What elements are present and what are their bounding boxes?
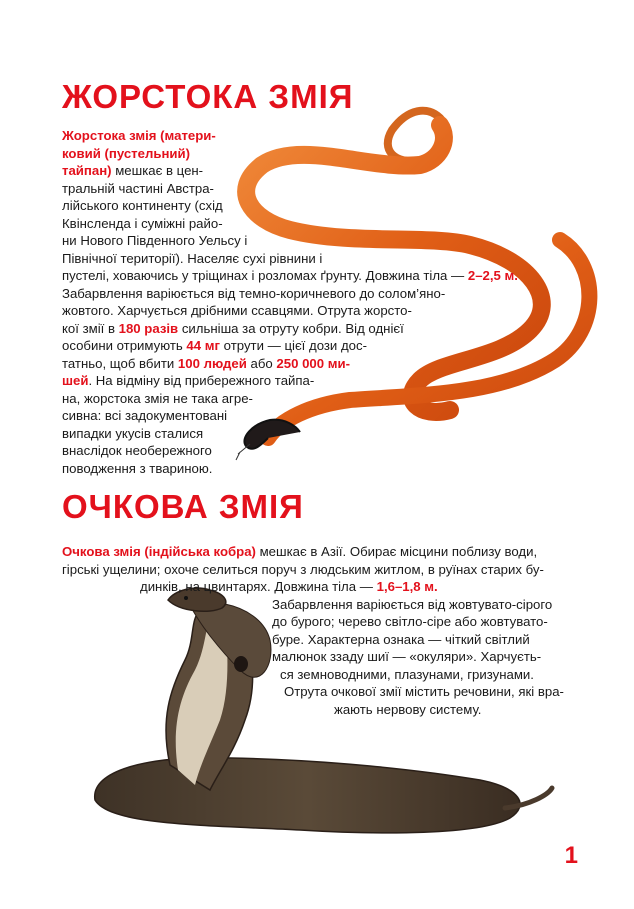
text-run: до бурого; черево світло-сіре або жовтувато-	[272, 614, 548, 629]
text-line	[62, 578, 582, 596]
text-line	[62, 561, 582, 579]
highlighted-text: ковий (пустельний)	[62, 145, 191, 161]
text-run: або	[246, 355, 277, 371]
text-line	[62, 180, 518, 198]
text-run: мешкає в цен-	[111, 163, 204, 178]
text-line	[62, 162, 518, 180]
text-run: сивна: всі задокументовані	[62, 408, 228, 423]
text-run: особини отримують	[62, 338, 187, 353]
text-run: пустелі, ховаючись у тріщинах і розломах ґрунту. Довжина тіла —	[62, 268, 468, 283]
text-run: Забарвлення варіюється від жовтувато-сірого	[272, 596, 553, 612]
highlighted-text: шей	[62, 373, 89, 388]
text-line	[62, 127, 518, 145]
text-run: Отрута очкової змії містить речовини, які вра-	[284, 684, 564, 699]
text-run: тральній частині Австра-	[62, 180, 214, 196]
text-line	[62, 701, 582, 719]
taipan-description	[62, 127, 518, 477]
text-line	[62, 613, 582, 631]
text-line	[62, 648, 582, 666]
text-run: буре. Характерна ознака — чіткий світлий	[272, 631, 530, 647]
page-number: 1	[564, 842, 578, 869]
text-run: динків, на цвинтарях. Довжина тіла —	[140, 579, 377, 594]
text-line	[62, 302, 518, 320]
text-run: жовтого. Харчується дрібними ссавцями. Отрута жорсто-	[62, 303, 412, 318]
highlighted-text: 180 разів	[118, 320, 179, 336]
text-line	[62, 267, 518, 285]
text-line	[62, 543, 582, 561]
text-run: кої змії в	[62, 320, 119, 336]
section-title-taipan: ЖОРСТОКА ЗМІЯ	[62, 78, 354, 115]
text-line	[62, 425, 518, 443]
text-line	[62, 197, 518, 215]
highlighted-text: 100 людей	[177, 355, 247, 371]
text-run: поводження з твариною.	[62, 460, 213, 476]
text-run: малюнок ззаду шиї — «окуляри». Харчуєть-	[272, 649, 542, 664]
text-line	[62, 407, 518, 425]
text-run: жають нервову систему.	[334, 701, 482, 717]
text-line	[62, 596, 582, 614]
text-line	[62, 285, 518, 303]
text-run: сильніша за отруту кобри. Від однієї	[178, 320, 404, 336]
text-line	[62, 631, 582, 649]
highlighted-text: Жорстока змія (матери-	[62, 128, 216, 143]
text-line	[62, 460, 518, 478]
text-run: гірські ущелини; охоче селиться поруч з людським житлом, в руїнах старих бу-	[62, 561, 544, 577]
text-run: ни Нового Південного Уельсу і	[62, 233, 248, 248]
text-line	[62, 442, 518, 460]
text-run: отрути — цієї дози дос-	[220, 338, 367, 353]
text-line	[62, 372, 518, 390]
text-line	[62, 355, 518, 373]
text-line	[62, 215, 518, 233]
text-run: мешкає в Азії. Обирає місцини поблизу води,	[255, 544, 538, 559]
text-line	[62, 683, 582, 701]
text-run: випадки укусів сталися	[62, 425, 204, 441]
section-title-cobra: ОЧКОВА ЗМІЯ	[62, 488, 304, 525]
highlighted-text: тайпан)	[62, 163, 112, 178]
text-line	[62, 666, 582, 684]
text-run: на, жорстока змія не така агре-	[62, 390, 253, 406]
highlighted-text: 2–2,5 м.	[467, 268, 518, 283]
text-run: Квінсленда і суміжні райо-	[62, 215, 223, 231]
text-line	[62, 232, 518, 250]
text-run: внаслідок необережного	[62, 443, 212, 458]
text-line	[62, 250, 518, 268]
text-run: . На відміну від прибережного тайпа-	[88, 373, 315, 388]
highlighted-text: 44 мг	[186, 338, 221, 353]
text-line	[62, 337, 518, 355]
text-run: лійського континенту (схід	[62, 198, 223, 213]
text-line	[62, 390, 518, 408]
highlighted-text: Очкова змія (індійська кобра)	[62, 544, 256, 559]
text-line	[62, 145, 518, 163]
text-run: Північної території). Населяє сухі рівнини і	[62, 250, 323, 266]
highlighted-text: 1,6–1,8 м.	[376, 579, 438, 594]
text-run: Забарвлення варіюється від темно-коричневого до солом’яно-	[62, 285, 446, 301]
text-line	[62, 320, 518, 338]
text-run: ся земноводними, плазунами, гризунами.	[280, 666, 534, 682]
highlighted-text: 250 000 ми-	[276, 355, 351, 371]
text-run: татньо, щоб вбити	[62, 355, 178, 371]
cobra-description	[62, 543, 582, 718]
